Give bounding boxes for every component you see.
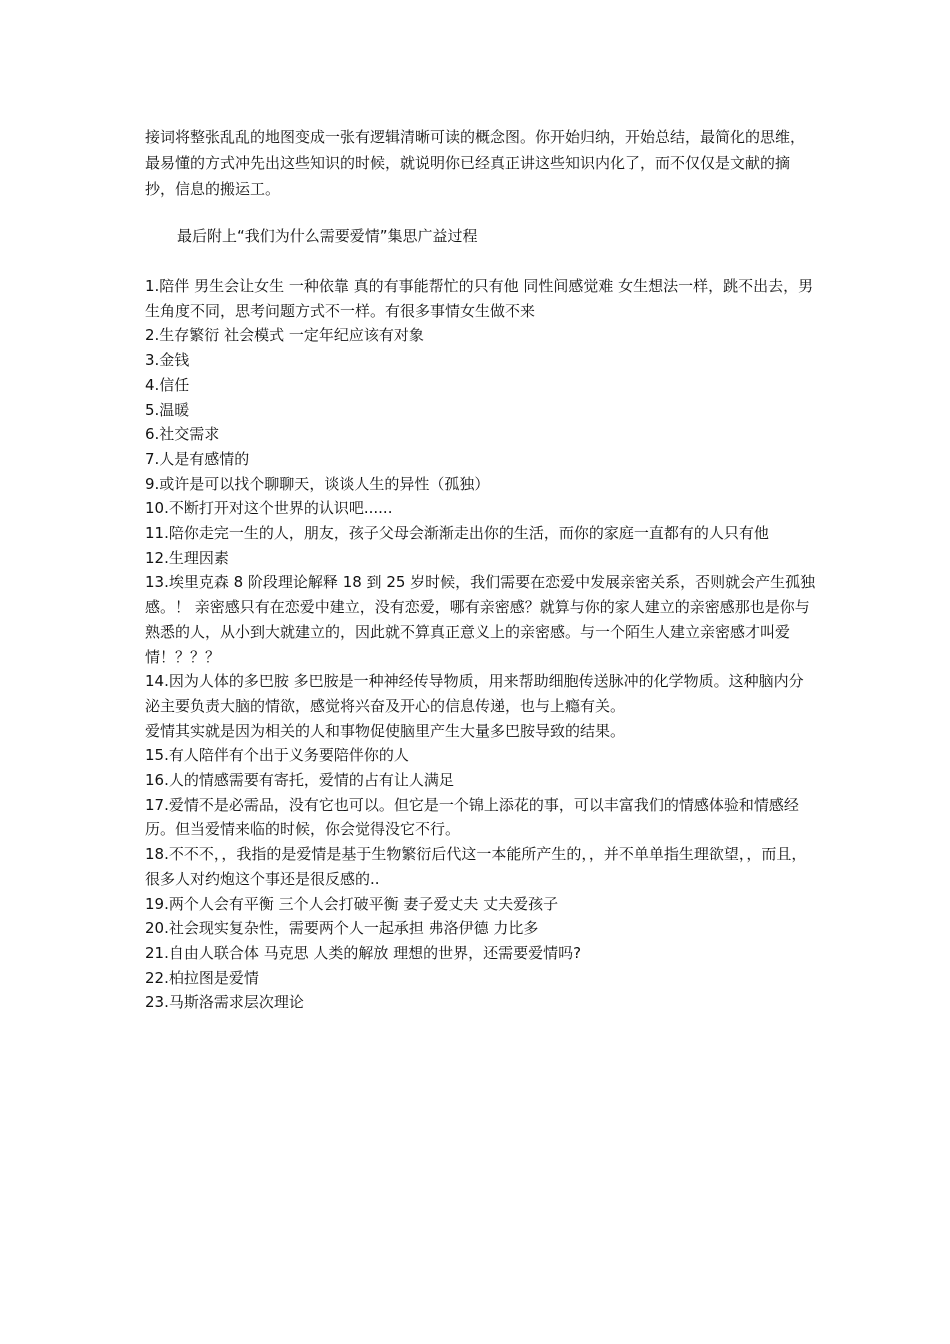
list-item: 23.马斯洛需求层次理论: [145, 993, 304, 1012]
list-item: 5.温暖: [145, 400, 190, 419]
list-item: 13.埃里克森 8 阶段理论解释 18 到 25 岁时候，我们需要在恋爱中发展亲密关系，否则就会产生孤独感。！ 亲密感只有在恋爱中建立，没有恋爱，哪有亲密感？就算与你的家人建立的亲密感那也是你与熟悉的人，从小到大就建立的，因此就不算真正意义上的亲密感。与一个陌生人建立亲密感才叫爱情！？？？: [145, 573, 816, 666]
list-item: 22.柏拉图是爱情: [145, 968, 259, 987]
list-item: 16.人的情感需要有寄托，爱情的占有让人满足: [145, 771, 454, 790]
intro-paragraph: 接词将整张乱乱的地图变成一张有逻辑清晰可读的概念图。你开始归纳，开始总结，最简化的思维，最易懂的方式冲先出这些知识的时候，就说明你已经真正讲这些知识内化了，而不仅仅是文献的摘抄，信息的搬运工。: [145, 128, 806, 198]
list-item: 6.社交需求: [145, 425, 220, 444]
list-item: 爱情其实就是因为相关的人和事物促使脑里产生大量多巴胺导致的结果。: [145, 721, 626, 740]
list-item: 18.不不不，，我指的是爱情是基于生物繁衍后代这一本能所产生的，，并不单单指生理欲望，，而且，很多人对约炮这个事还是很反感的..: [145, 845, 807, 888]
list-item: 15.有人陪伴有个出于义务要陪伴你的人: [145, 746, 409, 765]
list-item: 3.金钱: [145, 351, 190, 370]
list-item: 10.不断打开对这个世界的认识吧......: [145, 499, 393, 518]
list-item: 9.或许是可以找个聊聊天，谈谈人生的异性（孤独）: [145, 474, 490, 493]
section-heading: 最后附上“我们为什么需要爱情”集思广益过程: [177, 227, 478, 245]
list-item: 7.人是有感情的: [145, 449, 250, 468]
list-item: 1.陪伴 男生会让女生 一种依靠 真的有事能帮忙的只有他 同性间感觉难 女生想法一样，跳不出去，男生角度不同，思考问题方式不一样。有很多事情女生做不来: [145, 277, 814, 320]
list-item: 2.生存繁衍 社会模式 一定年纪应该有对象: [145, 326, 424, 345]
list-item: 14.因为人体的多巴胺 多巴胺是一种神经传导物质，用来帮助细胞传送脉冲的化学物质。这种脑内分泌主要负责大脑的情欲，感觉将兴奋及开心的信息传递，也与上瘾有关。: [145, 672, 804, 715]
list-item: 21.自由人联合体 马克思 人类的解放 理想的世界，还需要爱情吗?: [145, 943, 582, 962]
list-item: 12.生理因素: [145, 548, 229, 567]
list-item: 17.爱情不是必需品，没有它也可以。但它是一个锦上添花的事，可以丰富我们的情感体验和情感经历。但当爱情来临的时候，你会觉得没它不行。: [145, 795, 799, 839]
list-item: 11.陪你走完一生的人，朋友，孩子父母会渐渐走出你的生活，而你的家庭一直都有的人只有他: [145, 524, 769, 543]
list-item: 19.两个人会有平衡 三个人会打破平衡 妻子爱丈夫 丈夫爱孩子: [145, 894, 559, 913]
list-item: 20.社会现实复杂性，需要两个人一起承担 弗洛伊德 力比多: [145, 919, 539, 938]
reasons-list: [145, 274, 817, 1015]
list-item: 4.信任: [145, 375, 190, 394]
